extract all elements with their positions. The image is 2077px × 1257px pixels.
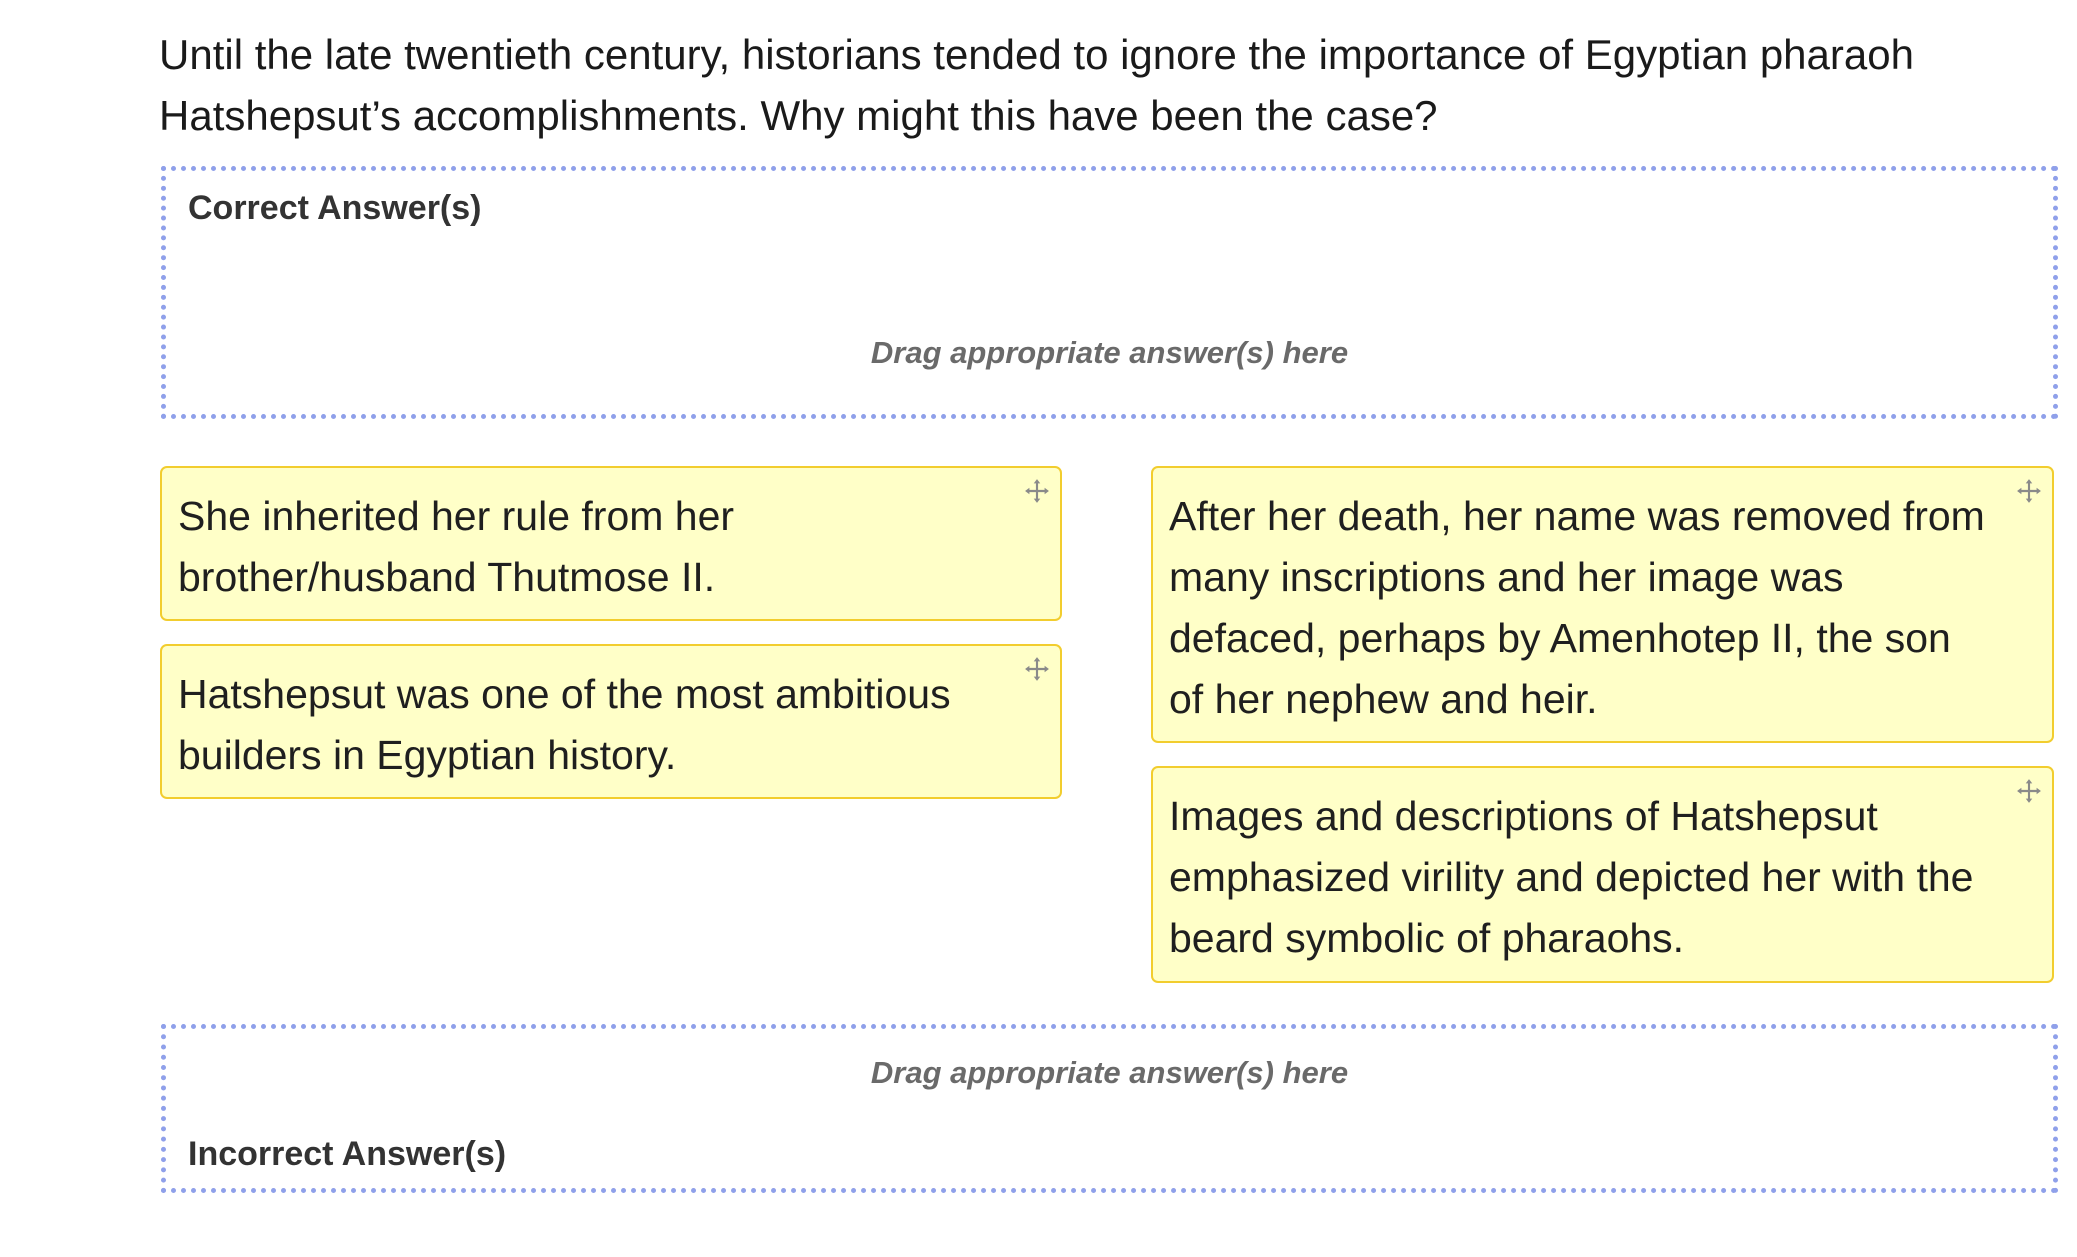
move-icon[interactable] — [2016, 778, 2042, 804]
answer-card-text: After her death, her name was removed from many inscriptions and her image was defaced, perhaps by Amenhotep II, the son of her nephew and heir. — [1169, 493, 1985, 722]
answer-card-3[interactable] — [1151, 466, 2054, 743]
correct-answers-title: Correct Answer(s) — [188, 189, 482, 227]
move-icon[interactable] — [1024, 656, 1050, 682]
answer-card-text: Images and descriptions of Hatshepsut emphasized virility and depicted her with the beard symbolic of pharaohs. — [1169, 793, 1974, 961]
incorrect-drop-hint: Drag appropriate answer(s) here — [870, 1055, 1349, 1090]
move-icon[interactable] — [2016, 478, 2042, 504]
answer-card-2[interactable] — [160, 644, 1062, 799]
correct-answers-dropzone[interactable] — [161, 166, 2058, 419]
answer-card-text: She inherited her rule from her brother/husband Thutmose II. — [178, 493, 735, 600]
incorrect-answers-title: Incorrect Answer(s) — [188, 1135, 507, 1173]
answer-card-1[interactable] — [160, 466, 1062, 621]
answer-card-4[interactable] — [1151, 766, 2054, 983]
incorrect-answers-dropzone[interactable] — [161, 1024, 2058, 1193]
answer-card-text: Hatshepsut was one of the most ambitious builders in Egyptian history. — [178, 671, 951, 778]
question-text: Until the late twentieth century, historians tended to ignore the importance of Egyptian pharaoh Hatshepsut’s accomplishments. Why might this have been the case? — [159, 31, 1914, 139]
correct-drop-hint: Drag appropriate answer(s) here — [870, 335, 1349, 370]
move-icon[interactable] — [1024, 478, 1050, 504]
